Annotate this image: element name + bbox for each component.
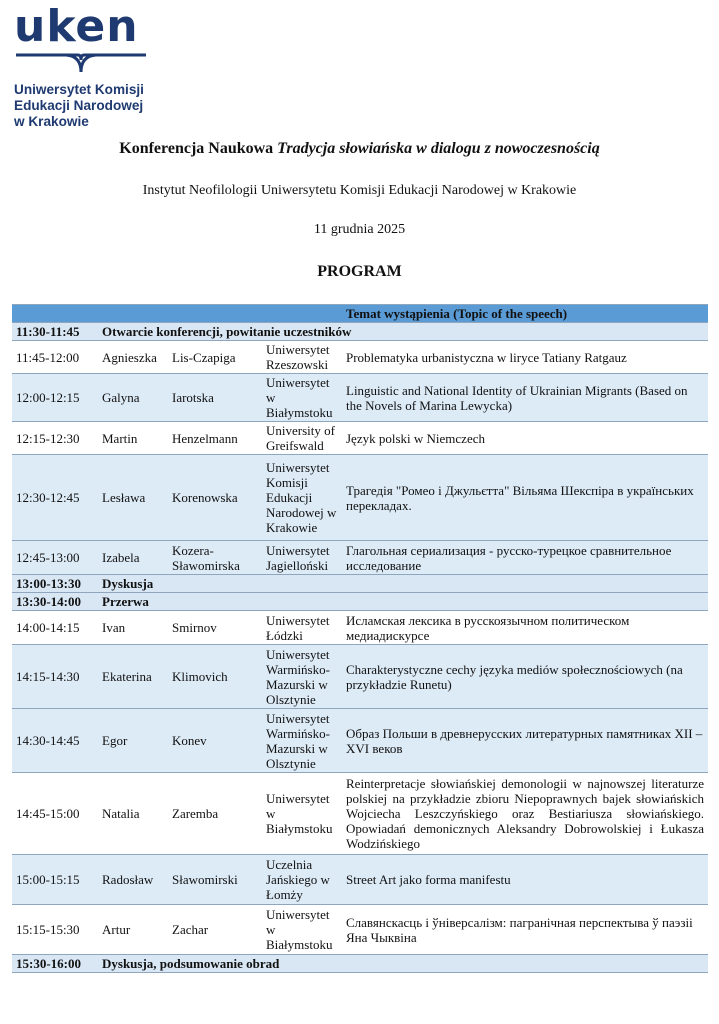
first-name-cell: Radosław <box>98 855 168 905</box>
institution-cell: Uniwersytet w Białymstoku <box>264 905 342 955</box>
logo-line-1: Uniwersytet Komisji <box>14 82 144 97</box>
first-name-cell: Ivan <box>98 611 168 645</box>
conference-title <box>0 140 719 158</box>
institute-name: Instytut Neofilologii Uniwersytetu Komisji Edukacji Narodowej w Krakowie <box>142 183 577 198</box>
talk-row <box>12 422 708 455</box>
book-icon <box>14 52 148 74</box>
topic-cell: Reinterpretacje słowiańskiej demonologii w najnowszej literaturze polskiej na przykładzie zbioru Niepoprawnych bajek słowiańskich Wojciecha Leszczyńskiego oraz Bestiariusza słowiańskiego. Opowiadań demonicznych Aleksandry Dobrowolskiej i Łukasza Wodzińskiego <box>342 773 708 855</box>
program-table-body <box>12 305 708 973</box>
section-label: Przerwa <box>98 593 708 611</box>
first-name-cell: Ekaterina <box>98 645 168 709</box>
last-name-cell: Klimovich <box>168 645 264 709</box>
logo-wordmark: uken <box>14 1 139 52</box>
logo-text <box>14 82 154 130</box>
time-cell: 14:15-14:30 <box>12 645 98 709</box>
talk-row <box>12 645 708 709</box>
topic-cell: Исламская лексика в русскоязычном политическом медиадискурсе <box>342 611 708 645</box>
talk-row <box>12 455 708 541</box>
talk-row <box>12 341 708 374</box>
institution-cell: University of Greifswald <box>264 422 342 455</box>
time-cell: 14:00-14:15 <box>12 611 98 645</box>
first-name-cell: Agnieszka <box>98 341 168 374</box>
time-cell: 11:30-11:45 <box>12 323 98 341</box>
institution-cell: Uniwersytet w Białymstoku <box>264 773 342 855</box>
last-name-cell: Zachar <box>168 905 264 955</box>
institution-cell: Uczelnia Jańskiego w Łomży <box>264 855 342 905</box>
section-row <box>12 323 708 341</box>
first-name-cell: Lesława <box>98 455 168 541</box>
logo-mark <box>14 1 148 76</box>
section-row <box>12 575 708 593</box>
time-cell: 12:15-12:30 <box>12 422 98 455</box>
topic-cell: Глагольная сериализация - русско-турецкое сравнительное исследование <box>342 541 708 575</box>
logo-line-2: Edukacji Narodowej <box>14 98 144 113</box>
time-cell: 12:45-13:00 <box>12 541 98 575</box>
institution-cell: Uniwersytet Warmińsko-Mazurski w Olsztynie <box>264 645 342 709</box>
first-name-cell: Galyna <box>98 374 168 422</box>
institution-cell: Uniwersytet Jagielloński <box>264 541 342 575</box>
talk-row <box>12 773 708 855</box>
talk-row <box>12 905 708 955</box>
last-name-cell: Sławomirski <box>168 855 264 905</box>
time-cell: 15:15-15:30 <box>12 905 98 955</box>
topic-cell: Charakterystyczne cechy języka mediów społecznościowych (na przykładzie Runetu) <box>342 645 708 709</box>
institution-cell: Uniwersytet Komisji Edukacji Narodowej w Krakowie <box>264 455 342 541</box>
time-cell: 15:00-15:15 <box>12 855 98 905</box>
time-cell: 15:30-16:00 <box>12 955 98 973</box>
last-name-cell: Konev <box>168 709 264 773</box>
time-cell: 13:30-14:00 <box>12 593 98 611</box>
section-row <box>12 593 708 611</box>
last-name-cell: Lis-Czapiga <box>168 341 264 374</box>
title-prefix: Konferencja Naukowa <box>119 140 278 157</box>
topic-cell: Problematyka urbanistyczna w liryce Tatiany Ratgauz <box>342 341 708 374</box>
time-cell: 13:00-13:30 <box>12 575 98 593</box>
talk-row <box>12 611 708 645</box>
first-name-cell: Artur <box>98 905 168 955</box>
institution-cell: Uniwersytet Łódzki <box>264 611 342 645</box>
last-name-cell: Iarotska <box>168 374 264 422</box>
university-logo <box>14 1 154 130</box>
section-label: Otwarcie konferencji, powitanie uczestników <box>98 323 708 341</box>
time-cell: 12:00-12:15 <box>12 374 98 422</box>
section-label: Dyskusja, podsumowanie obrad <box>98 955 708 973</box>
talk-row <box>12 541 708 575</box>
time-cell: 11:45-12:00 <box>12 341 98 374</box>
time-cell: 14:30-14:45 <box>12 709 98 773</box>
first-name-cell: Martin <box>98 422 168 455</box>
title-italic: Tradycja słowiańska w dialogu z nowoczesnością <box>277 140 600 157</box>
topic-cell: Język polski w Niemczech <box>342 422 708 455</box>
first-name-cell: Natalia <box>98 773 168 855</box>
talk-row <box>12 709 708 773</box>
institution-cell: Uniwersytet Rzeszowski <box>264 341 342 374</box>
topic-cell: Linguistic and National Identity of Ukrainian Migrants (Based on the Novels of Marina Lewycka) <box>342 374 708 422</box>
program-table <box>12 304 708 973</box>
topic-cell: Славянскасць і ўніверсалізм: пагранічная перспектыва ў паэзіі Яна Чыквіна <box>342 905 708 955</box>
topic-column-header: Temat wystąpienia (Topic of the speech) <box>342 305 708 323</box>
topic-cell: Образ Польши в древнерусских литературных памятниках XII – XVI веков <box>342 709 708 773</box>
last-name-cell: Smirnov <box>168 611 264 645</box>
last-name-cell: Kozera-Sławomirska <box>168 541 264 575</box>
institution-cell: Uniwersytet Warmińsko-Mazurski w Olsztynie <box>264 709 342 773</box>
last-name-cell: Korenowska <box>168 455 264 541</box>
topic-cell: Трагедія "Ромео і Джульєтта" Вільяма Шекспіра в українських перекладах. <box>342 455 708 541</box>
logo-line-3: w Krakowie <box>14 114 89 129</box>
talk-row <box>12 374 708 422</box>
section-row <box>12 955 708 973</box>
first-name-cell: Izabela <box>98 541 168 575</box>
section-label: Dyskusja <box>98 575 708 593</box>
talk-row <box>12 855 708 905</box>
topic-cell: Street Art jako forma manifestu <box>342 855 708 905</box>
institution-cell: Uniwersytet w Białymstoku <box>264 374 342 422</box>
time-cell: 12:30-12:45 <box>12 455 98 541</box>
last-name-cell: Henzelmann <box>168 422 264 455</box>
program-heading: PROGRAM <box>317 263 402 280</box>
time-cell: 14:45-15:00 <box>12 773 98 855</box>
table-header-row <box>12 305 708 323</box>
last-name-cell: Zaremba <box>168 773 264 855</box>
first-name-cell: Egor <box>98 709 168 773</box>
conference-date: 11 grudnia 2025 <box>313 222 406 237</box>
